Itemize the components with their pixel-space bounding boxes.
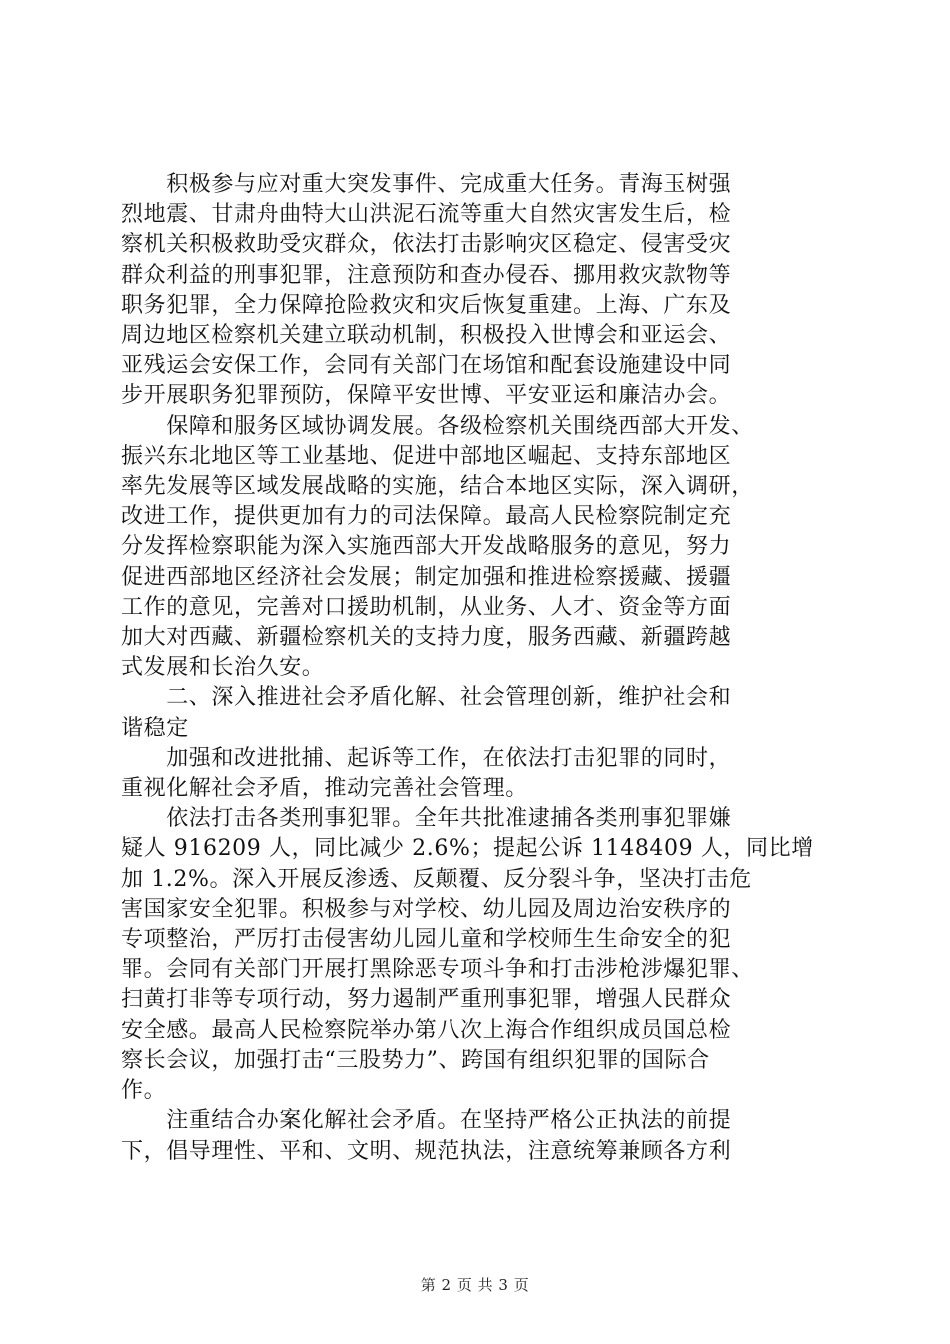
- text-line: 振兴东北地区等工业基地、促进中部地区崛起、支持东部地区: [121, 443, 732, 469]
- text-line: 察机关积极救助受灾群众，依法打击影响灾区稳定、侵害受灾: [121, 232, 732, 258]
- text-line: 积极参与应对重大突发事件、完成重大任务。青海玉树强: [121, 172, 732, 197]
- text-line: 下，倡导理性、平和、文明、规范执法，注意统筹兼顾各方利: [121, 1138, 732, 1164]
- text-line: 职务犯罪，全力保障抢险救灾和灾后恢复重建。上海、广东及: [121, 292, 732, 318]
- text-line: 二、深入推进社会矛盾化解、社会管理创新，维护社会和: [121, 685, 732, 711]
- text-line: 加 1.2%。深入开展反渗透、反颠覆、反分裂斗争，坚决打击危: [121, 866, 752, 892]
- text-line: 工作的意见，完善对口援助机制，从业务、人才、资金等方面: [121, 594, 732, 620]
- text-line: 式发展和长治久安。: [121, 655, 325, 681]
- text-line: 亚残运会安保工作，会同有关部门在场馆和配套设施建设中同: [121, 353, 732, 379]
- text-line: 扫黄打非等专项行动，努力遏制严重刑事犯罪，增强人民群众: [121, 987, 732, 1013]
- text-line: 加大对西藏、新疆检察机关的支持力度，服务西藏、新疆跨越: [121, 625, 732, 651]
- text-line: 保障和服务区域协调发展。各级检察机关围绕西部大开发、: [121, 413, 754, 439]
- paragraph-conflict-resolution: [121, 1106, 831, 1166]
- text-line: 谐稳定: [121, 715, 189, 741]
- text-line: 疑人 916209 人，同比减少 2.6%；提起公诉 1148409 人，同比增: [121, 836, 814, 862]
- text-line: 加强和改进批捕、起诉等工作，在依法打击犯罪的同时，: [121, 745, 732, 771]
- text-line: 重视化解社会矛盾，推动完善社会管理。: [121, 776, 528, 802]
- text-line: 改进工作，提供更加有力的司法保障。最高人民检察院制定充: [121, 504, 732, 530]
- text-line: 专项整治，严厉打击侵害幼儿园儿童和学校师生生命安全的犯: [121, 927, 732, 953]
- page-number-footer: 第 2 页 共 3 页: [420, 1276, 530, 1294]
- text-line: 群众利益的刑事犯罪，注意预防和查办侵吞、挪用救灾款物等: [121, 262, 732, 288]
- text-line: 罪。会同有关部门开展打黑除恶专项斗争和打击涉枪涉爆犯罪、: [121, 957, 754, 983]
- section-heading: [121, 683, 831, 743]
- document-body: [121, 170, 831, 1167]
- text-line: 周边地区检察机关建立联动机制，积极投入世博会和亚运会、: [121, 323, 732, 349]
- text-line: 作。: [121, 1078, 167, 1104]
- text-line: 步开展职务犯罪预防，保障平安世博、平安亚运和廉洁办会。: [121, 383, 732, 409]
- paragraph-section-intro: [121, 744, 831, 804]
- text-line: 促进西部地区经济社会发展；制定加强和推进检察援藏、援疆: [121, 564, 732, 590]
- paragraph-criminal-crackdown: [121, 804, 831, 1106]
- text-line: 依法打击各类刑事犯罪。全年共批准逮捕各类刑事犯罪嫌: [121, 806, 732, 832]
- text-line: 害国家安全犯罪。积极参与对学校、幼儿园及周边治安秩序的: [121, 896, 732, 922]
- text-line: 注重结合办案化解社会矛盾。在坚持严格公正执法的前提: [121, 1108, 732, 1134]
- text-line: 分发挥检察职能为深入实施西部大开发战略服务的意见，努力: [121, 534, 732, 560]
- paragraph-regional-development: [121, 412, 831, 684]
- text-line: 安全感。最高人民检察院举办第八次上海合作组织成员国总检: [121, 1017, 732, 1043]
- paragraph-emergency-response: [121, 170, 831, 412]
- text-line: 烈地震、甘肃舟曲特大山洪泥石流等重大自然灾害发生后，检: [121, 202, 732, 228]
- text-line: 率先发展等区域发展战略的实施，结合本地区实际，深入调研，: [121, 474, 754, 500]
- text-line: 察长会议，加强打击“三股势力”、跨国有组织犯罪的国际合: [121, 1047, 710, 1073]
